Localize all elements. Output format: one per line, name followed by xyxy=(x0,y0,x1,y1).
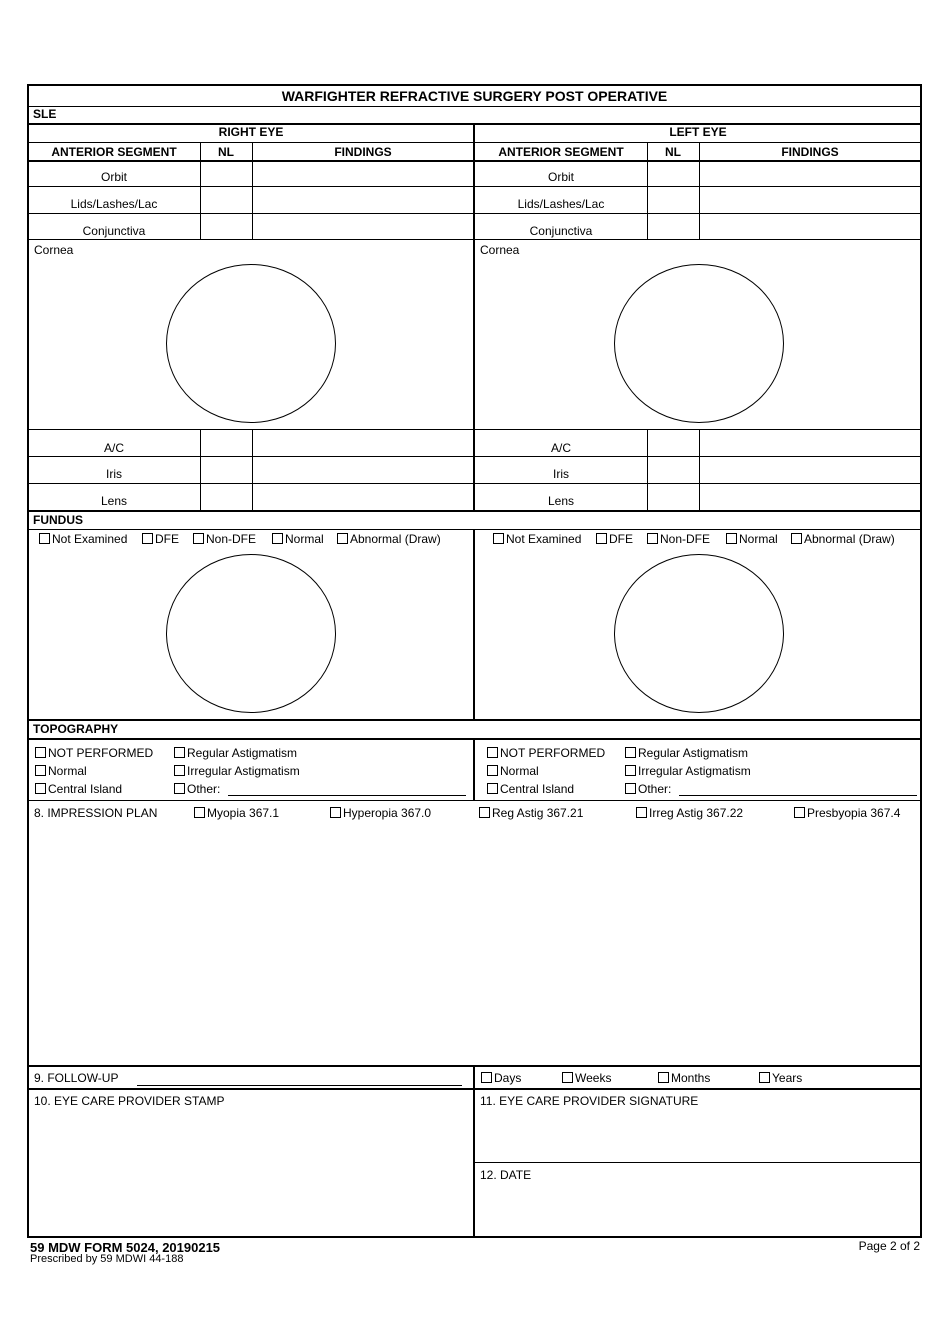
fundus-left-not-examined[interactable]: Not Examined xyxy=(493,532,581,546)
topo-left-central-island[interactable]: Central Island xyxy=(487,782,574,796)
topo-right-irregular[interactable]: Irregular Astigmatism xyxy=(174,764,300,778)
row-label-lens-left: Lens xyxy=(547,494,575,508)
col-header-anterior-left: ANTERIOR SEGMENT xyxy=(498,145,624,159)
topo-right-other-input[interactable] xyxy=(228,795,466,796)
fundus-drawing-right[interactable] xyxy=(166,554,336,713)
checkbox-icon xyxy=(596,533,607,544)
checkbox-icon xyxy=(791,533,802,544)
topo-left-irregular[interactable]: Irregular Astigmatism xyxy=(625,764,751,778)
topo-left-regular[interactable]: Regular Astigmatism xyxy=(625,746,748,760)
left-eye-label: LEFT EYE xyxy=(669,125,727,139)
checkbox-icon xyxy=(481,1072,492,1083)
checkbox-icon xyxy=(493,533,504,544)
row-label-iris-right: Iris xyxy=(106,467,122,481)
row-label-lids-left: Lids/Lashes/Lac xyxy=(517,197,605,211)
checkbox-icon xyxy=(193,533,204,544)
checkbox-icon xyxy=(794,807,805,818)
divider xyxy=(200,429,201,510)
checkbox-icon xyxy=(174,747,185,758)
sle-label: SLE xyxy=(33,107,57,121)
topo-right-regular[interactable]: Regular Astigmatism xyxy=(174,746,297,760)
date-area[interactable] xyxy=(477,1184,919,1234)
form-id: 59 MDW FORM 5024, 20190215 xyxy=(30,1240,221,1255)
topo-left-other[interactable]: Other: xyxy=(625,782,671,796)
checkbox-icon xyxy=(759,1072,770,1083)
checkbox-icon xyxy=(636,807,647,818)
checkbox-icon xyxy=(272,533,283,544)
checkbox-icon xyxy=(142,533,153,544)
checkbox-icon xyxy=(562,1072,573,1083)
fundus-right-abnormal[interactable]: Abnormal (Draw) xyxy=(337,532,441,546)
checkbox-icon xyxy=(625,765,636,776)
row-label-conjunctiva-left: Conjunctiva xyxy=(529,224,593,238)
impression-reg-astig[interactable]: Reg Astig 367.21 xyxy=(479,806,583,820)
checkbox-icon xyxy=(487,783,498,794)
row-label-conjunctiva-right: Conjunctiva xyxy=(82,224,146,238)
followup-weeks[interactable]: Weeks xyxy=(562,1071,611,1085)
followup-input[interactable] xyxy=(137,1085,462,1086)
checkbox-icon xyxy=(726,533,737,544)
divider xyxy=(475,1162,921,1163)
fundus-right-not-examined[interactable]: Not Examined xyxy=(39,532,127,546)
col-header-nl-right: NL xyxy=(218,145,234,159)
followup-years[interactable]: Years xyxy=(759,1071,802,1085)
checkbox-icon xyxy=(35,765,46,776)
divider xyxy=(28,800,921,801)
divider xyxy=(252,429,253,510)
right-eye-label: RIGHT EYE xyxy=(218,125,284,139)
divider xyxy=(252,142,253,239)
row-label-orbit-left: Orbit xyxy=(547,170,574,184)
impression-myopia[interactable]: Myopia 367.1 xyxy=(194,806,279,820)
stamp-label: 10. EYE CARE PROVIDER STAMP xyxy=(34,1094,225,1108)
form-title: WARFIGHTER REFRACTIVE SURGERY POST OPERATIVE xyxy=(281,88,668,104)
fundus-drawing-left[interactable] xyxy=(614,554,784,713)
topo-right-central-island[interactable]: Central Island xyxy=(35,782,122,796)
fundus-left-dfe[interactable]: DFE xyxy=(596,532,633,546)
impression-presbyopia[interactable]: Presbyopia 367.4 xyxy=(794,806,900,820)
row-label-lids-right: Lids/Lashes/Lac xyxy=(70,197,158,211)
fundus-left-non-dfe[interactable]: Non-DFE xyxy=(647,532,710,546)
checkbox-icon xyxy=(174,765,185,776)
checkbox-icon xyxy=(625,783,636,794)
divider xyxy=(473,1065,475,1089)
divider xyxy=(647,429,648,510)
topo-right-other[interactable]: Other: xyxy=(174,782,220,796)
col-header-findings-left: FINDINGS xyxy=(781,145,839,159)
row-label-orbit-right: Orbit xyxy=(100,170,127,184)
divider xyxy=(473,738,475,800)
topo-left-not-performed[interactable]: NOT PERFORMED xyxy=(487,746,605,760)
row-label-lens-right: Lens xyxy=(100,494,128,508)
checkbox-icon xyxy=(479,807,490,818)
topo-left-other-input[interactable] xyxy=(679,795,917,796)
topo-left-normal[interactable]: Normal xyxy=(487,764,539,778)
divider xyxy=(699,429,700,510)
cornea-drawing-right[interactable] xyxy=(166,264,336,423)
row-label-ac-left: A/C xyxy=(550,441,571,455)
followup-label: 9. FOLLOW-UP xyxy=(34,1071,119,1085)
topo-right-normal[interactable]: Normal xyxy=(35,764,87,778)
stamp-area[interactable] xyxy=(30,1110,470,1234)
col-header-nl-left: NL xyxy=(665,145,681,159)
impression-label: 8. IMPRESSION PLAN xyxy=(34,806,158,820)
checkbox-icon xyxy=(35,783,46,794)
divider xyxy=(200,142,201,239)
checkbox-icon xyxy=(647,533,658,544)
col-header-findings-right: FINDINGS xyxy=(334,145,392,159)
row-label-iris-left: Iris xyxy=(553,467,569,481)
col-header-anterior-right: ANTERIOR SEGMENT xyxy=(51,145,177,159)
topography-label: TOPOGRAPHY xyxy=(33,722,119,736)
cornea-drawing-left[interactable] xyxy=(614,264,784,423)
followup-days[interactable]: Days xyxy=(481,1071,521,1085)
signature-label: 11. EYE CARE PROVIDER SIGNATURE xyxy=(480,1094,699,1108)
divider xyxy=(699,142,700,239)
checkbox-icon xyxy=(174,783,185,794)
row-label-ac-right: A/C xyxy=(103,441,124,455)
prescribed-by: Prescribed by 59 MDWI 44-188 xyxy=(30,1253,184,1265)
checkbox-icon xyxy=(35,747,46,758)
fundus-left-normal[interactable]: Normal xyxy=(726,532,778,546)
checkbox-icon xyxy=(194,807,205,818)
divider xyxy=(28,719,921,721)
checkbox-icon xyxy=(337,533,348,544)
signature-area[interactable] xyxy=(477,1110,919,1160)
impression-irreg-astig[interactable]: Irreg Astig 367.22 xyxy=(636,806,743,820)
date-label: 12. DATE xyxy=(480,1168,532,1182)
fundus-right-non-dfe[interactable]: Non-DFE xyxy=(193,532,256,546)
page-number: Page 2 of 2 xyxy=(858,1239,920,1253)
followup-months[interactable]: Months xyxy=(658,1071,710,1085)
divider xyxy=(28,510,921,512)
divider xyxy=(473,123,475,510)
cornea-label-right: Cornea xyxy=(34,243,74,257)
impression-hyperopia[interactable]: Hyperopia 367.0 xyxy=(330,806,431,820)
fundus-label: FUNDUS xyxy=(33,513,83,527)
divider xyxy=(473,529,475,720)
cornea-label-left: Cornea xyxy=(480,243,520,257)
checkbox-icon xyxy=(330,807,341,818)
impression-notes-area[interactable] xyxy=(30,824,918,1064)
divider xyxy=(28,106,921,107)
checkbox-icon xyxy=(658,1072,669,1083)
divider xyxy=(647,142,648,239)
checkbox-icon xyxy=(487,765,498,776)
checkbox-icon xyxy=(625,747,636,758)
checkbox-icon xyxy=(487,747,498,758)
fundus-left-abnormal[interactable]: Abnormal (Draw) xyxy=(791,532,895,546)
checkbox-icon xyxy=(39,533,50,544)
fundus-right-dfe[interactable]: DFE xyxy=(142,532,179,546)
topo-right-not-performed[interactable]: NOT PERFORMED xyxy=(35,746,153,760)
fundus-right-normal[interactable]: Normal xyxy=(272,532,324,546)
